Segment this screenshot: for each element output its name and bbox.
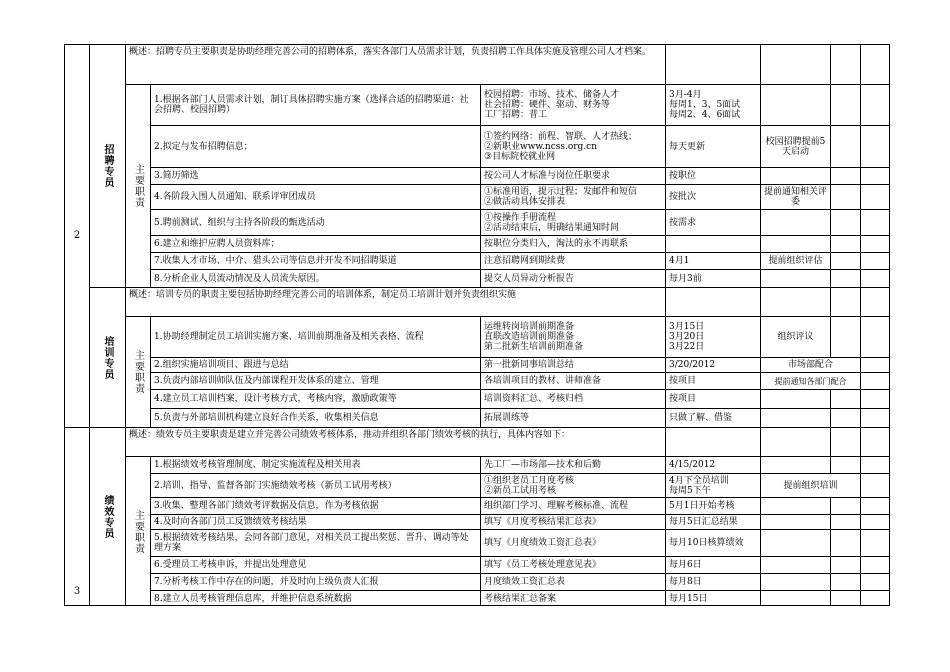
time-cell: 5月1日开始考核 bbox=[665, 497, 760, 514]
note-cell: 提前组织评估 bbox=[760, 252, 830, 269]
time-cell: 每月15日 bbox=[665, 590, 760, 606]
blank-cell bbox=[860, 590, 890, 606]
duty-row: 1.协助经理制定员工培训实施方案、培训前期准备及相关表格、流程 bbox=[150, 316, 480, 357]
blank-cell bbox=[830, 167, 860, 184]
time-cell: 按项目 bbox=[665, 372, 760, 389]
duty-label-training: 主要职责 bbox=[125, 316, 150, 427]
duty-row: 5.负责与外部培训机构建立良好合作关系，收集相关信息 bbox=[150, 408, 480, 427]
blank-cell bbox=[860, 209, 890, 235]
duty-row: 7.收集人才市场、中介、猎头公司等信息并开发不同招聘渠道 bbox=[150, 252, 480, 269]
blank-cell bbox=[860, 497, 890, 514]
blank-cell bbox=[860, 357, 890, 372]
duty-row: 3.简历筛选 bbox=[150, 167, 480, 184]
blank-cell bbox=[860, 573, 890, 590]
blank-cell bbox=[830, 556, 860, 573]
section-summary-performance: 概述：绩效专员主要职责是建立并完善公司绩效考核体系，推动并组织各部门绩效考核的执行，具体内容如下： bbox=[125, 427, 665, 456]
time-cell: 3月15日 3月20日 3月22日 bbox=[665, 316, 760, 357]
duty-row: 4.及时向各部门员工反馈绩效考核结果 bbox=[150, 514, 480, 529]
note-cell bbox=[760, 408, 830, 427]
blank-cell bbox=[830, 125, 860, 167]
detail-cell: 按公司人才标准与岗位任职要求 bbox=[480, 167, 665, 184]
section-title-training: 培训专员 bbox=[89, 287, 125, 427]
blank-cell bbox=[860, 389, 890, 408]
summary-empty-2 bbox=[760, 427, 830, 456]
detail-cell: 校园招聘：市场、技术、储备人才 社会招聘：硬件、驱动、财务等 工厂招聘：普工 bbox=[480, 84, 665, 125]
detail-cell: ①按操作手册流程 ②活动结束后，明确结果通知时间 bbox=[480, 209, 665, 235]
blank-cell bbox=[860, 408, 890, 427]
note-cell bbox=[760, 529, 830, 556]
summary-empty-3 bbox=[830, 427, 860, 456]
time-cell: 4月下全员培训 每周5下午 bbox=[665, 473, 760, 497]
blank-cell bbox=[830, 252, 860, 269]
note-cell: 提前通知相关评委 bbox=[760, 184, 830, 209]
time-cell: 每月6日 bbox=[665, 556, 760, 573]
time-cell: 每天更新 bbox=[665, 125, 760, 167]
note-cell: 校园招聘提前5天启动 bbox=[760, 125, 830, 167]
blank-cell bbox=[860, 252, 890, 269]
hr-duty-table bbox=[64, 44, 890, 609]
blank-cell bbox=[860, 529, 890, 556]
detail-cell: 提交人员异动分析报告 bbox=[480, 269, 665, 287]
time-cell: 每月8日 bbox=[665, 573, 760, 590]
detail-cell: 填写《月度考核结果汇总表》 bbox=[480, 514, 665, 529]
time-cell: 按项目 bbox=[665, 389, 760, 408]
note-cell bbox=[760, 209, 830, 235]
table-bottom-border bbox=[64, 605, 890, 606]
blank-cell bbox=[830, 316, 860, 357]
time-cell: 每月10日核算绩效 bbox=[665, 529, 760, 556]
detail-cell: 运维转岗培训前期准备 直联改造培训前期准备 第二批新生培训前期准备 bbox=[480, 316, 665, 357]
time-cell: 按职位 bbox=[665, 167, 760, 184]
duty-row: 2.培训、指导、监督各部门实施绩效考核（新员工试用考核） bbox=[150, 473, 480, 497]
blank-cell bbox=[830, 497, 860, 514]
time-cell: 每月5日汇总结果 bbox=[665, 514, 760, 529]
blank-cell bbox=[830, 235, 860, 252]
note-cell: 提前通知各部门配合 bbox=[760, 372, 860, 389]
note-cell: 组织评议 bbox=[760, 316, 830, 357]
section-number-2: 2 bbox=[64, 44, 89, 427]
note-cell bbox=[760, 389, 830, 408]
blank-cell bbox=[830, 590, 860, 606]
section-number-3: 3 bbox=[64, 427, 89, 606]
blank-cell bbox=[860, 556, 890, 573]
blank-cell bbox=[860, 84, 890, 125]
time-cell: 3月-4月 每周1、3、5面试 每周2、4、6面试 bbox=[665, 84, 760, 125]
note-cell bbox=[760, 573, 830, 590]
duty-label-recruiting: 主要职责 bbox=[125, 84, 150, 287]
blank-cell bbox=[860, 184, 890, 209]
blank-cell bbox=[860, 167, 890, 184]
blank-cell bbox=[830, 408, 860, 427]
blank-cell bbox=[830, 269, 860, 287]
summary-empty-4 bbox=[860, 287, 890, 316]
summary-empty-1 bbox=[665, 287, 760, 316]
note-cell bbox=[760, 269, 830, 287]
time-cell: 3/20/2012 bbox=[665, 357, 760, 372]
detail-cell: 考核结果汇总备案 bbox=[480, 590, 665, 606]
detail-cell: 培训资料汇总、考核归档 bbox=[480, 389, 665, 408]
note-cell bbox=[760, 235, 830, 252]
summary-empty-2 bbox=[760, 44, 830, 84]
blank-cell bbox=[830, 184, 860, 209]
duty-row: 4.各阶段入围人员通知、联系评审团成员 bbox=[150, 184, 480, 209]
detail-cell: 注意招聘网到期续费 bbox=[480, 252, 665, 269]
duty-row: 6.受理员工考核申诉，并提出处理意见 bbox=[150, 556, 480, 573]
time-cell: 每月3前 bbox=[665, 269, 760, 287]
time-cell bbox=[665, 235, 760, 252]
detail-cell: 按职位分类归入，淘汰的永不再联系 bbox=[480, 235, 665, 252]
detail-cell: 月度绩效工资汇总表 bbox=[480, 573, 665, 590]
blank-cell bbox=[860, 125, 890, 167]
detail-cell: 第一批新同事培训总结 bbox=[480, 357, 665, 372]
time-cell: 只做了解、借鉴 bbox=[665, 408, 760, 427]
blank-cell bbox=[830, 209, 860, 235]
section-summary-training: 概述：培训专员的职责主要包括协助经理完善公司的培训体系，制定员工培训计划并负责组织实施 bbox=[125, 287, 665, 316]
duty-row: 3.负责内部培训师队伍及内部课程开发体系的建立、管理 bbox=[150, 372, 480, 389]
note-cell bbox=[760, 456, 830, 473]
time-cell: 按需求 bbox=[665, 209, 760, 235]
summary-empty-2 bbox=[760, 287, 830, 316]
detail-cell: ①组织老员工月度考核 ②新员工试用考核 bbox=[480, 473, 665, 497]
duty-label-performance: 主要职责 bbox=[125, 456, 150, 606]
time-cell: 4/15/2012 bbox=[665, 456, 760, 473]
note-cell bbox=[760, 167, 830, 184]
detail-cell: 填写《月度绩效工资汇总表》 bbox=[480, 529, 665, 556]
summary-empty-1 bbox=[665, 427, 760, 456]
blank-cell bbox=[860, 235, 890, 252]
duty-row: 4.建立员工培训档案，设计考核方式，考核内容，激励政策等 bbox=[150, 389, 480, 408]
duty-row: 2.组织实施培训项目、跟进与总结 bbox=[150, 357, 480, 372]
blank-cell bbox=[830, 389, 860, 408]
blank-cell bbox=[860, 316, 890, 357]
duty-row: 8.建立人员考核管理信息库，并维护信息系统数据 bbox=[150, 590, 480, 606]
table-right-border bbox=[889, 44, 890, 606]
blank-cell bbox=[860, 473, 890, 497]
note-cell bbox=[760, 84, 830, 125]
section-summary-recruiting: 概述：招聘专员主要职责是协助经理完善公司的招聘体系，落实各部门人员需求计划，负责招聘工作具体实施及管理公司人才档案。 bbox=[125, 44, 665, 84]
summary-empty-3 bbox=[830, 287, 860, 316]
duty-row: 5.聘前测试、组织与主持各阶段的甄选活动 bbox=[150, 209, 480, 235]
blank-cell bbox=[830, 514, 860, 529]
duty-row: 5.根据绩效考核结果，会同各部门意见，对相关员工提出奖惩、晋升、调动等处理方案 bbox=[150, 529, 480, 556]
duty-row: 1.根据绩效考核管理制度、制定实施流程及相关用表 bbox=[150, 456, 480, 473]
note-cell bbox=[760, 556, 830, 573]
duty-row: 7.分析考核工作中存在的问题，并及时向上级负责人汇报 bbox=[150, 573, 480, 590]
summary-empty-1 bbox=[665, 44, 760, 84]
duty-row: 8.分析企业人员流动情况及人员流失原因。 bbox=[150, 269, 480, 287]
detail-cell: ①标准用语，提示过程；发邮件和短信 ②做活动具体安排表 bbox=[480, 184, 665, 209]
summary-empty-4 bbox=[860, 44, 890, 84]
note-cell bbox=[760, 514, 830, 529]
note-cell: 市场部配合 bbox=[760, 357, 860, 372]
detail-cell: 先工厂—市场部—技术和后勤 bbox=[480, 456, 665, 473]
duty-row: 2.拟定与发布招聘信息； bbox=[150, 125, 480, 167]
time-cell: 按批次 bbox=[665, 184, 760, 209]
time-cell: 4月1 bbox=[665, 252, 760, 269]
section-title-recruiting: 招聘专员 bbox=[89, 44, 125, 287]
detail-cell: 组织部门学习、理解考核标准、流程 bbox=[480, 497, 665, 514]
blank-cell bbox=[860, 269, 890, 287]
note-cell bbox=[760, 590, 830, 606]
blank-cell bbox=[860, 514, 890, 529]
detail-cell: 拓展训练等 bbox=[480, 408, 665, 427]
detail-cell: ①签约网络：前程、智联、人才热线； ②新职业www.ncss.org.cn ③目标院校就业网 bbox=[480, 125, 665, 167]
summary-empty-3 bbox=[830, 44, 860, 84]
note-cell: 提前组织培训 bbox=[760, 473, 860, 497]
blank-cell bbox=[860, 372, 890, 389]
blank-cell bbox=[830, 573, 860, 590]
blank-cell bbox=[830, 529, 860, 556]
duty-row: 3.收集、整理各部门绩效考评数据及信息，作为考核依据 bbox=[150, 497, 480, 514]
duty-row: 1.根据各部门人员需求计划，制订具体招聘实施方案（选择合适的招聘渠道：社会招聘、校园招聘） bbox=[150, 84, 480, 125]
duty-row: 6.建立和维护应聘人员资料库； bbox=[150, 235, 480, 252]
blank-cell bbox=[860, 456, 890, 473]
summary-empty-4 bbox=[860, 427, 890, 456]
blank-cell bbox=[830, 456, 860, 473]
detail-cell: 填写《员工考核处理意见表》 bbox=[480, 556, 665, 573]
detail-cell: 各培训项目的教材、讲师准备 bbox=[480, 372, 665, 389]
note-cell bbox=[760, 497, 830, 514]
section-title-performance: 绩效专员 bbox=[89, 427, 125, 606]
blank-cell bbox=[830, 84, 860, 125]
